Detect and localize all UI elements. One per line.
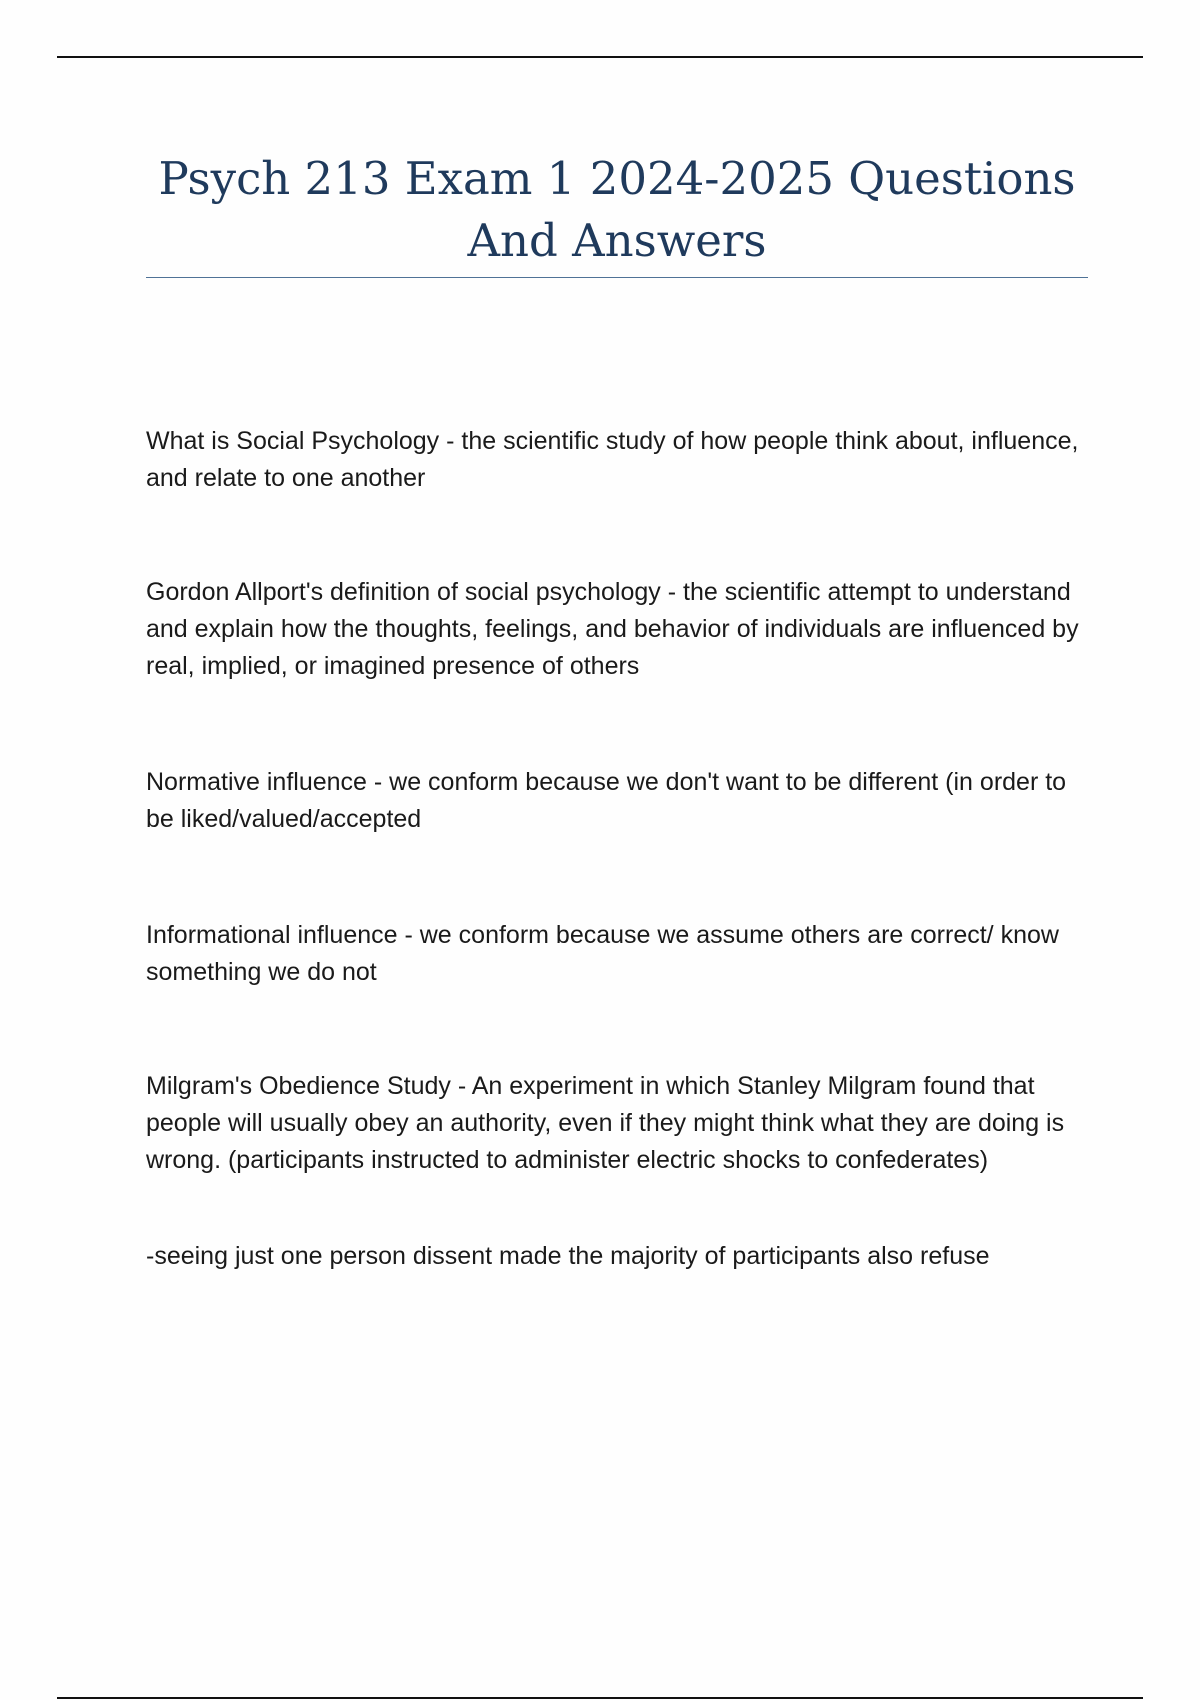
title-underline [146,277,1088,278]
qa-entry-milgram-note: -seeing just one person dissent made the majority of participants also refuse [146,1242,990,1270]
qa-entry-normative-influence: Normative influence - we conform because we don't want to be different (in order to be liked/valued/accepted [146,768,1067,833]
qa-entry-allport-definition: Gordon Allport's definition of social psychology - the scientific attempt to understand and explain how the thoughts, feelings, and behavior of individuals are influenced by real, implied, or imagined presence of others [146,578,1079,680]
top-divider [57,56,1143,58]
title-block [146,148,1088,272]
qa-entry-social-psychology: What is Social Psychology - the scientific study of how people think about, influence, and relate to one another [146,427,1079,492]
qa-entry-milgram-study: Milgram's Obedience Study - An experiment in which Stanley Milgram found that people will usually obey an authority, even if they might think what they are doing is wrong. (participants instructed to administer electric shocks to confederates) [146,1072,1065,1174]
qa-entry-informational-influence: Informational influence - we conform because we assume others are correct/ know something we do not [146,921,1059,986]
page-title: Psych 213 Exam 1 2024-2025 Questions And Answers [158,152,1076,267]
bottom-divider [57,1697,1143,1699]
